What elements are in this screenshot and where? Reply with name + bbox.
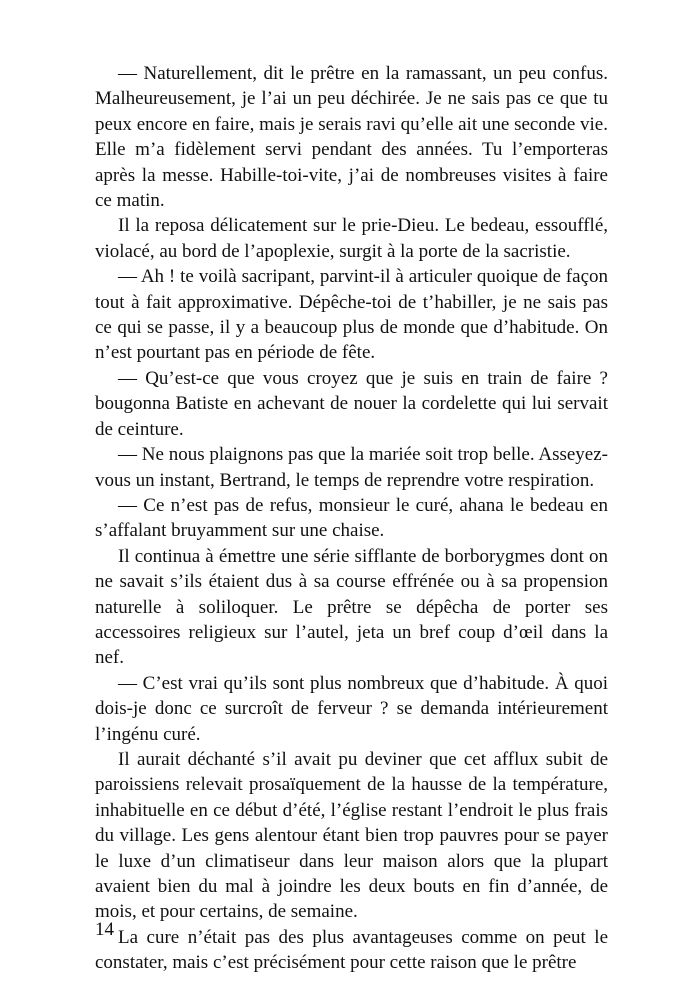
paragraph-1: — Naturellement, dit le prêtre en la ramassant, un peu confus. Malheureusement, je l’ai un peu déchirée. Je ne sais pas ce que tu peux encore en faire, mais je serais ravi qu’elle ait une seconde vie. Elle m’a fidèlement servi pendant des années. Tu l’emporteras après la messe. Habille-toi-vite, j’ai de nombreuses visites à faire ce matin.: [95, 63, 608, 212]
paragraph-10: La cure n’était pas des plus avantageuses comme on peut le constater, mais c’est précisément pour cette raison que le prêtre: [95, 926, 608, 974]
page-body: [95, 61, 608, 976]
paragraph-4: — Qu’est-ce que vous croyez que je suis en train de faire ? bougonna Batiste en achevant de nouer la cordelette qui lui servait de ceinture.: [95, 367, 608, 440]
paragraph-3: — Ah ! te voilà sacripant, parvint-il à articuler quoique de façon tout à fait approximative. Dépêche-toi de t’habiller, je ne sais pas ce qui se passe, il y a beaucoup plus de monde que d’habitude. On n’est pourtant pas en période de fête.: [95, 266, 608, 364]
paragraph-8: — C’est vrai qu’ils sont plus nombreux que d’habitude. À quoi dois-je donc ce surcroît de ferveur ? se demanda intérieurement l’ingénu curé.: [95, 672, 608, 745]
paragraph-5: — Ne nous plaignons pas que la mariée soit trop belle. Asseyez-vous un instant, Bertrand, le temps de reprendre votre respiration.: [95, 444, 608, 491]
paragraph-9: Il aurait déchanté s’il avait pu deviner que cet afflux subit de paroissiens relevait prosaïquement de la hausse de la température, inhabituelle en ce début d’été, l’église restant l’endroit le plus frais du village. Les gens alentour étant bien trop pauvres pour se payer le luxe d’un climatiseur dans leur maison alors que la plupart avaient bien du mal à joindre les deux bouts en fin d’année, de mois, et pour certains, de semaine.: [95, 748, 608, 923]
paragraph-6: — Ce n’est pas de refus, monsieur le curé, ahana le bedeau en s’affalant bruyamment sur une chaise.: [95, 494, 608, 542]
page-number: 14: [95, 919, 114, 940]
paragraph-2: Il la reposa délicatement sur le prie-Dieu. Le bedeau, essoufflé, violacé, au bord de l’apoplexie, surgit à la porte de la sacristie.: [95, 215, 608, 262]
paragraph-7: Il continua à émettre une série sifflante de borborygmes dont on ne savait s’ils étaient dus à sa course effrénée ou à sa propension naturelle à soliloquer. Le prêtre se dépêcha de porter ses accessoires religieux sur l’autel, jeta un bref coup d’œil dans la nef.: [95, 545, 608, 669]
